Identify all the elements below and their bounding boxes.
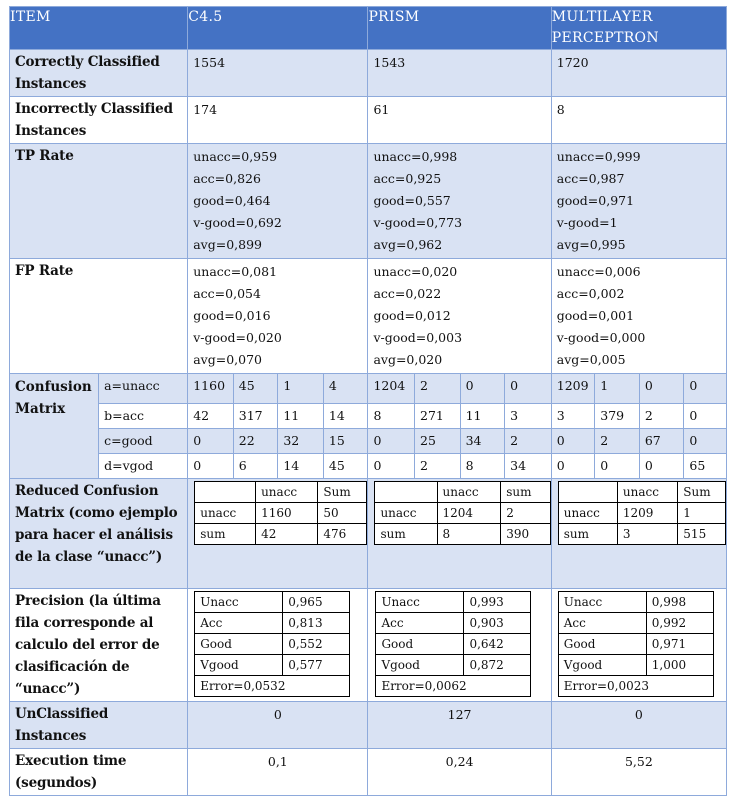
cm-cell: 22	[233, 429, 278, 454]
cm-cell: 1	[278, 374, 324, 404]
value-mlp: unacc=0,006 acc=0,002 good=0,001 v-good=0,000 avg=0,005	[551, 259, 726, 374]
cm-cell: 0	[188, 454, 234, 479]
cm-cell: 1	[595, 374, 640, 404]
confusion-row-a	[10, 374, 727, 404]
rc-cell: unacc	[617, 482, 677, 503]
rc-cell: 50	[318, 503, 367, 524]
precision-cell-c45	[188, 589, 368, 702]
cm-cell: 0	[684, 374, 727, 404]
cm-cell: 0	[551, 429, 595, 454]
cm-cell: 45	[323, 454, 368, 479]
pr-class: Good	[558, 634, 646, 655]
cm-cell: 2	[415, 454, 461, 479]
pr-class: Vgood	[558, 655, 646, 676]
row-label: Incorrectly Classified Instances	[10, 97, 188, 144]
reduced-cell-mlp	[551, 479, 726, 589]
cm-cell: 42	[188, 404, 234, 429]
value-prism: unacc=0,020 acc=0,022 good=0,012 v-good=0,003 avg=0,020	[368, 259, 551, 374]
header-mlp: MULTILAYER PERCEPTRON	[551, 7, 726, 50]
rc-cell	[375, 482, 437, 503]
rc-cell: 1204	[437, 503, 501, 524]
cm-cell: 1209	[551, 374, 595, 404]
pr-value: 0,971	[646, 634, 713, 655]
pr-error: Error=0,0023	[558, 676, 713, 697]
precision-cell-prism	[368, 589, 551, 702]
value-mlp: 1720	[551, 50, 726, 97]
row-label: Reduced Confusion Matrix (como ejemplo para hacer el análisis de la clase “unacc”)	[10, 479, 188, 589]
rc-cell: unacc	[437, 482, 501, 503]
row-exec-time	[10, 749, 727, 796]
cm-cell: 317	[233, 404, 278, 429]
row-label: TP Rate	[10, 144, 188, 259]
rc-cell: 8	[437, 524, 501, 545]
precision-table-prism	[375, 591, 531, 697]
cm-cell: 67	[639, 429, 684, 454]
row-label: Confusion Matrix	[10, 374, 99, 479]
value-c45: 0,1	[188, 749, 368, 796]
cm-cell: 8	[460, 454, 505, 479]
rc-cell: 390	[501, 524, 551, 545]
header-c45: C4.5	[188, 7, 368, 50]
rc-cell: 42	[256, 524, 318, 545]
rc-cell: 1209	[617, 503, 677, 524]
cm-cell: 0	[684, 429, 727, 454]
reduced-cell-c45	[188, 479, 368, 589]
precision-table-mlp	[558, 591, 714, 697]
header-row	[10, 7, 727, 50]
cm-cell: 14	[323, 404, 368, 429]
row-precision	[10, 589, 727, 702]
row-correct	[10, 50, 727, 97]
row-label: Correctly Classified Instances	[10, 50, 188, 97]
cm-cell: 15	[323, 429, 368, 454]
rc-cell: 1160	[256, 503, 318, 524]
precision-cell-mlp	[551, 589, 726, 702]
class-label: d=vgod	[99, 454, 188, 479]
value-prism: 0,24	[368, 749, 551, 796]
rc-cell: 1	[678, 503, 726, 524]
cm-cell: 4	[323, 374, 368, 404]
cm-cell: 0	[551, 454, 595, 479]
cm-cell: 379	[595, 404, 640, 429]
pr-class: Acc	[376, 613, 464, 634]
row-label: Execution time (segundos)	[10, 749, 188, 796]
value-c45: 0	[188, 702, 368, 749]
rc-cell: Sum	[678, 482, 726, 503]
pr-error: Error=0,0062	[376, 676, 531, 697]
pr-class: Vgood	[376, 655, 464, 676]
header-item: ITEM	[10, 7, 188, 50]
cm-cell: 0	[188, 429, 234, 454]
cm-cell: 11	[460, 404, 505, 429]
rc-cell	[195, 482, 256, 503]
row-unclassified	[10, 702, 727, 749]
rc-cell: unacc	[375, 503, 437, 524]
value-c45: unacc=0,081 acc=0,054 good=0,016 v-good=0,020 avg=0,070	[188, 259, 368, 374]
value-c45: unacc=0,959 acc=0,826 good=0,464 v-good=0,692 avg=0,899	[188, 144, 368, 259]
cm-cell: 25	[415, 429, 461, 454]
cm-cell: 0	[368, 429, 415, 454]
cm-cell: 65	[684, 454, 727, 479]
value-mlp: 0	[551, 702, 726, 749]
cm-cell: 34	[460, 429, 505, 454]
pr-value: 0,813	[283, 613, 350, 634]
rc-cell: unacc	[558, 503, 617, 524]
value-prism: 127	[368, 702, 551, 749]
pr-value: 0,903	[464, 613, 531, 634]
cm-cell: 0	[684, 404, 727, 429]
confusion-row-b	[10, 404, 727, 429]
cm-cell: 32	[278, 429, 324, 454]
class-label: b=acc	[99, 404, 188, 429]
cm-cell: 11	[278, 404, 324, 429]
class-label: c=good	[99, 429, 188, 454]
cm-cell: 3	[505, 404, 552, 429]
value-c45: 1554	[188, 50, 368, 97]
cm-cell: 2	[505, 429, 552, 454]
cm-cell: 3	[551, 404, 595, 429]
value-mlp: 8	[551, 97, 726, 144]
rc-cell: sum	[501, 482, 551, 503]
pr-error: Error=0,0532	[195, 676, 350, 697]
cm-cell: 0	[460, 374, 505, 404]
row-incorrect	[10, 97, 727, 144]
pr-value: 0,577	[283, 655, 350, 676]
cm-cell: 2	[639, 404, 684, 429]
pr-value: 0,552	[283, 634, 350, 655]
pr-class: Unacc	[195, 592, 283, 613]
pr-value: 0,965	[283, 592, 350, 613]
class-label: a=unacc	[99, 374, 188, 404]
value-prism: 61	[368, 97, 551, 144]
pr-class: Good	[195, 634, 283, 655]
precision-table-c45	[194, 591, 350, 697]
cm-cell: 34	[505, 454, 552, 479]
reduced-matrix-mlp	[558, 481, 726, 545]
cm-cell: 45	[233, 374, 278, 404]
rc-cell: 2	[501, 503, 551, 524]
rc-cell: unacc	[195, 503, 256, 524]
comparison-table	[9, 6, 727, 796]
cm-cell: 8	[368, 404, 415, 429]
pr-value: 0,992	[646, 613, 713, 634]
rc-cell: Sum	[318, 482, 367, 503]
value-prism: unacc=0,998 acc=0,925 good=0,557 v-good=0,773 avg=0,962	[368, 144, 551, 259]
value-mlp: unacc=0,999 acc=0,987 good=0,971 v-good=1 avg=0,995	[551, 144, 726, 259]
row-label: FP Rate	[10, 259, 188, 374]
row-label: UnClassified Instances	[10, 702, 188, 749]
row-tp-rate	[10, 144, 727, 259]
row-fp-rate	[10, 259, 727, 374]
row-label: Precision (la última fila corresponde al calculo del error de clasificación de “unacc”)	[10, 589, 188, 702]
rc-cell: unacc	[256, 482, 318, 503]
value-mlp: 5,52	[551, 749, 726, 796]
pr-class: Unacc	[376, 592, 464, 613]
cm-cell: 14	[278, 454, 324, 479]
reduced-matrix-prism	[374, 481, 550, 545]
rc-cell: sum	[375, 524, 437, 545]
rc-cell: 515	[678, 524, 726, 545]
confusion-row-c	[10, 429, 727, 454]
pr-class: Unacc	[558, 592, 646, 613]
pr-value: 0,872	[464, 655, 531, 676]
cm-cell: 0	[368, 454, 415, 479]
reduced-matrix-c45	[194, 481, 367, 545]
pr-value: 0,993	[464, 592, 531, 613]
cm-cell: 1204	[368, 374, 415, 404]
reduced-cell-prism	[368, 479, 551, 589]
rc-cell: sum	[195, 524, 256, 545]
pr-class: Good	[376, 634, 464, 655]
rc-cell: sum	[558, 524, 617, 545]
rc-cell: 3	[617, 524, 677, 545]
cm-cell: 1160	[188, 374, 234, 404]
cm-cell: 0	[639, 454, 684, 479]
rc-cell: 476	[318, 524, 367, 545]
cm-cell: 0	[595, 454, 640, 479]
rc-cell	[558, 482, 617, 503]
pr-value: 0,642	[464, 634, 531, 655]
cm-cell: 2	[595, 429, 640, 454]
cm-cell: 2	[415, 374, 461, 404]
pr-class: Acc	[195, 613, 283, 634]
row-reduced-confusion	[10, 479, 727, 589]
pr-value: 1,000	[646, 655, 713, 676]
header-prism: PRISM	[368, 7, 551, 50]
pr-value: 0,998	[646, 592, 713, 613]
cm-cell: 0	[505, 374, 552, 404]
pr-class: Acc	[558, 613, 646, 634]
confusion-row-d	[10, 454, 727, 479]
cm-cell: 271	[415, 404, 461, 429]
value-prism: 1543	[368, 50, 551, 97]
value-c45: 174	[188, 97, 368, 144]
cm-cell: 0	[639, 374, 684, 404]
cm-cell: 6	[233, 454, 278, 479]
pr-class: Vgood	[195, 655, 283, 676]
